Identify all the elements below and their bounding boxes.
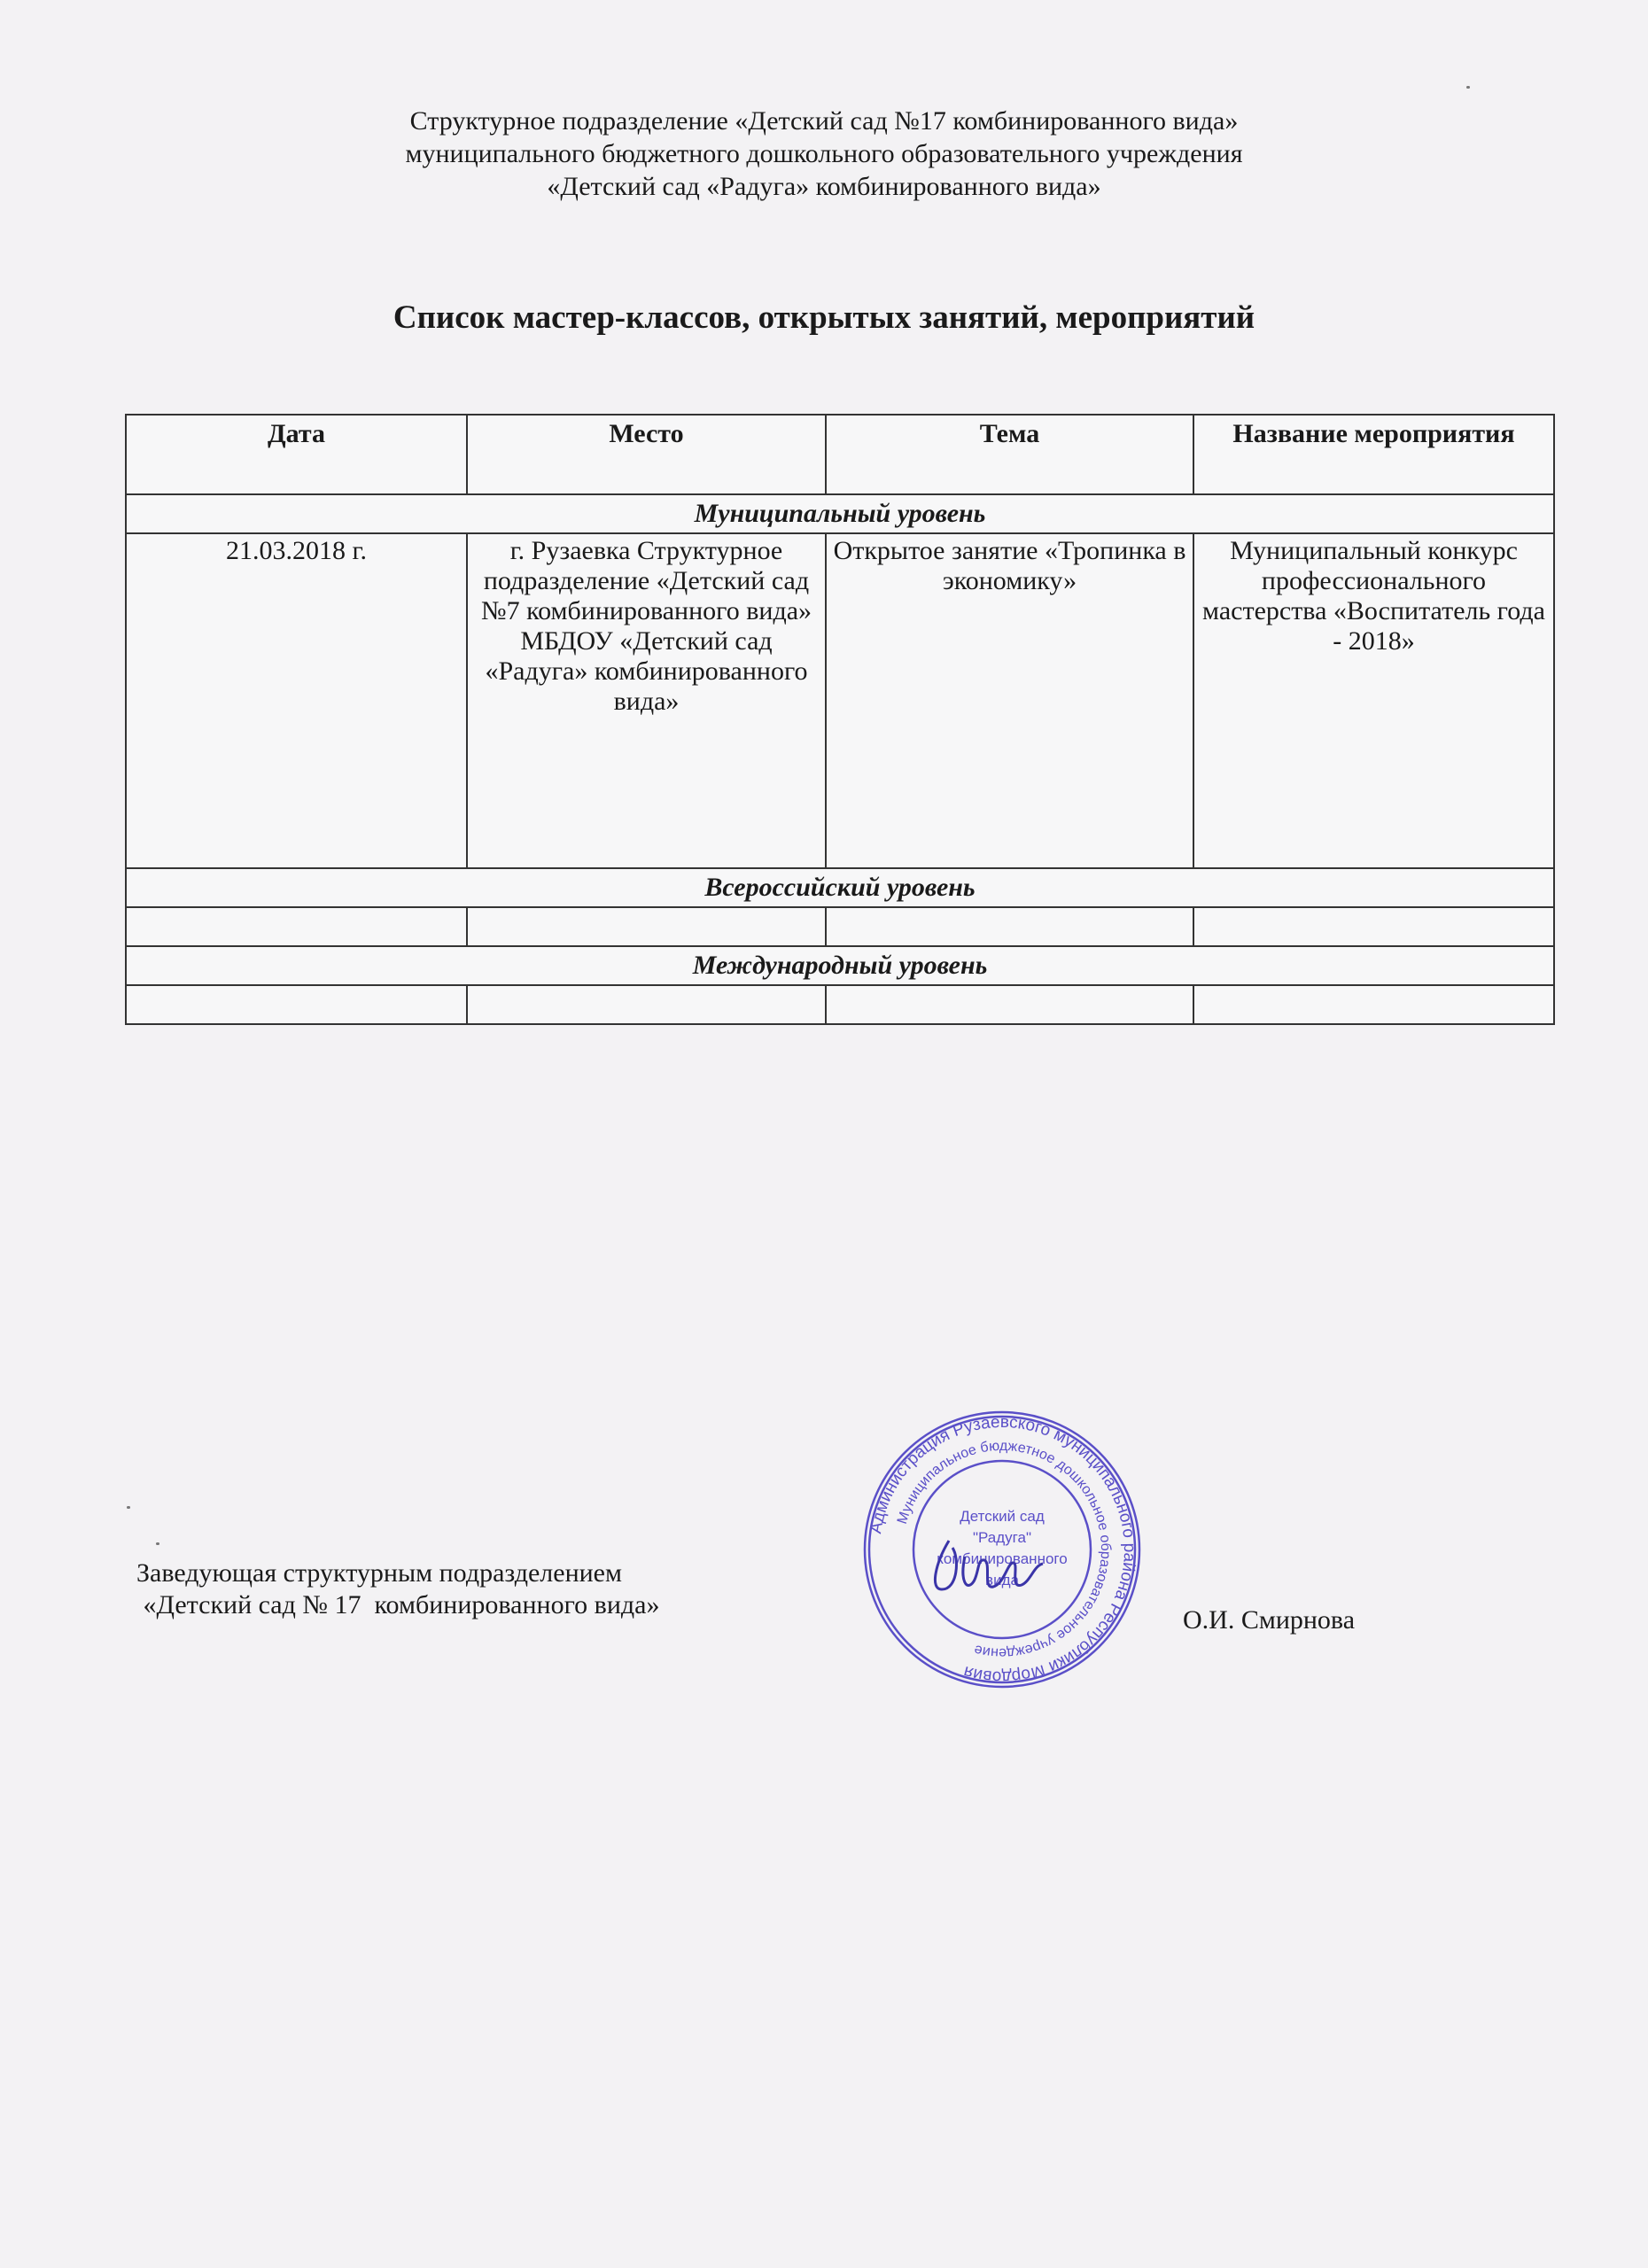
level-row-russian: [126, 868, 1554, 907]
stamp-inner-ring: [913, 1461, 1091, 1638]
document-title: Список мастер-классов, открытых занятий, мероприятий: [393, 299, 1255, 336]
stamp-center-line-3: комбинированного: [937, 1550, 1068, 1567]
table-row: [126, 533, 1554, 868]
stamp-outer-text: Администрация Рузаевского муниципального района Республики Мордовия: [867, 1412, 1139, 1687]
table-header-row: [126, 415, 1554, 494]
empty-cell: [826, 985, 1193, 1024]
stamp-center-line-1: Детский сад: [960, 1508, 1045, 1525]
empty-cell: [467, 985, 826, 1024]
empty-row-russian: [126, 907, 1554, 946]
cell-event: Муниципальный конкурс профессионального мастерства «Воспитатель года - 2018»: [1193, 533, 1554, 868]
cell-place: г. Рузаевка Структурное подразделение «Детский сад №7 комбинированного вида» МБДОУ «Детский сад «Радуга» комбинированного вида»: [467, 533, 826, 868]
stamp-center-line-4: вида: [985, 1572, 1019, 1588]
empty-cell: [126, 985, 467, 1024]
empty-cell: [126, 907, 467, 946]
empty-cell: [826, 907, 1193, 946]
header-line-2: муниципального бюджетного дошкольного образовательного учреждения: [405, 139, 1243, 168]
scan-speck: [156, 1542, 159, 1545]
empty-row-international: [126, 985, 1554, 1024]
column-header-place: Место: [467, 415, 826, 494]
events-table: [125, 414, 1555, 1025]
column-header-date: Дата: [126, 415, 467, 494]
stamp-inner-text: Муниципальное бюджетное дошкольное образовательное учреждение: [894, 1438, 1114, 1661]
signatory-position-line-1: Заведующая структурным подразделением: [136, 1558, 622, 1588]
empty-cell: [467, 907, 826, 946]
level-label-russian: Всероссийский уровень: [126, 868, 1554, 907]
column-header-topic: Тема: [826, 415, 1193, 494]
scan-speck: [127, 1506, 130, 1509]
stamp-center-line-2: "Радуга": [973, 1529, 1031, 1546]
signatory-name: О.И. Смирнова: [1183, 1605, 1356, 1635]
level-row-municipal: [126, 494, 1554, 533]
level-row-international: [126, 946, 1554, 985]
level-label-international: Международный уровень: [126, 946, 1554, 985]
empty-cell: [1193, 985, 1554, 1024]
document-header: [0, 105, 1648, 203]
scan-speck: [1466, 86, 1470, 89]
cell-date: 21.03.2018 г.: [126, 533, 467, 868]
header-line-1: Структурное подразделение «Детский сад №17 комбинированного вида»: [409, 106, 1239, 136]
signatory-position: [136, 1557, 659, 1621]
empty-cell: [1193, 907, 1554, 946]
header-line-3: «Детский сад «Радуга» комбинированного вида»: [547, 172, 1101, 201]
cell-topic: Открытое занятие «Тропинка в экономику»: [826, 533, 1193, 868]
organization-stamp: [860, 1408, 1144, 1691]
column-header-event: Название мероприятия: [1193, 415, 1554, 494]
signatory-position-line-2: «Детский сад № 17 комбинированного вида»: [136, 1590, 660, 1619]
level-label-municipal: Муниципальный уровень: [126, 494, 1554, 533]
